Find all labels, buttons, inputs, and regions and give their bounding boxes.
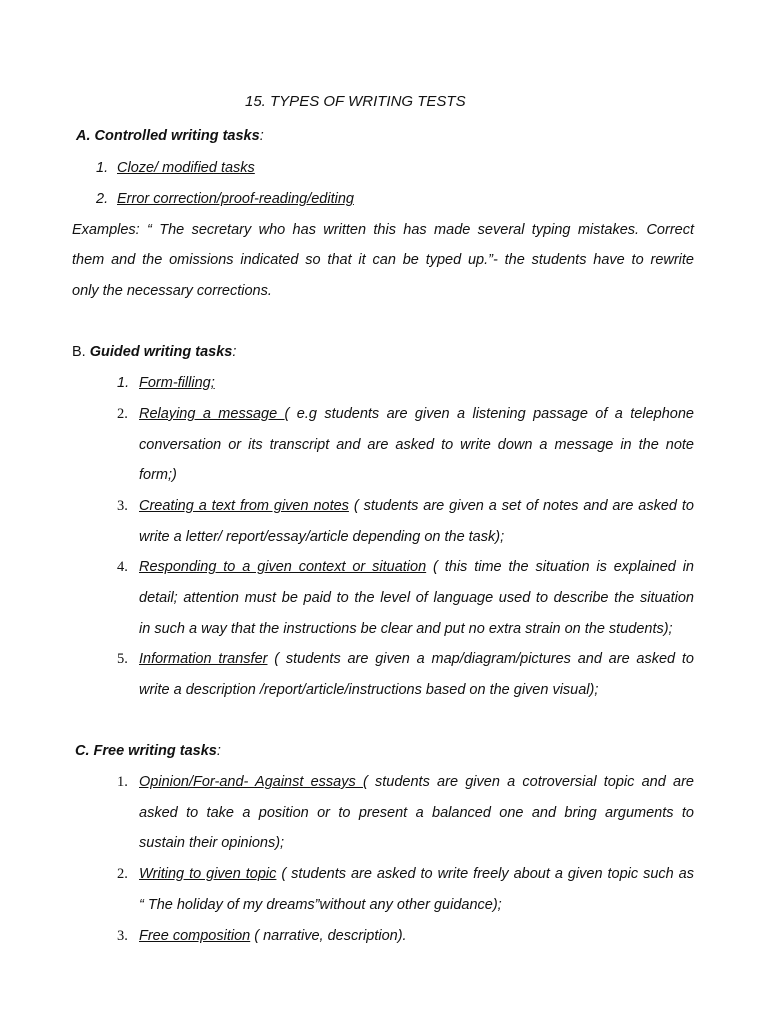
section-b-item-2: Relaying a message ( e.g students are given a listening passage of a telephone xyxy=(139,406,694,422)
section-c-item-2: Writing to given topic ( students are asked to write freely about a given topic such as xyxy=(139,866,694,882)
section-b-item-4-line-2: detail; attention must be paid to the level of language used to describe the situation xyxy=(139,590,694,606)
section-b-item-1-number: 1. xyxy=(117,375,130,391)
section-c-item-1-line-2: asked to take a position or to present a balanced one and bring arguments to xyxy=(139,805,694,821)
section-b-item-3-line-2: write a letter/ report/essay/article depending on the task); xyxy=(139,529,505,545)
page-title: 15. TYPES OF WRITING TESTS xyxy=(245,93,466,110)
section-b-item-3: Creating a text from given notes ( students are given a set of notes and are asked to xyxy=(139,498,694,514)
section-b-item-1: Form-filling; xyxy=(139,375,215,391)
examples-line-2: them and the omissions indicated so that it can be typed up.”- the students have to rewrite xyxy=(72,252,694,268)
section-c-item-3: Free composition ( narrative, description). xyxy=(139,928,407,944)
section-a-heading: A. Controlled writing tasks: xyxy=(76,128,264,144)
section-c-item-1-line-3: sustain their opinions); xyxy=(139,835,285,851)
section-b-item-4-number: 4. xyxy=(117,559,128,575)
section-b-item-2-line-2: conversation or its transcript and are asked to write down a message in the note xyxy=(139,437,694,453)
examples-line-1: Examples: “ The secretary who has written this has made several typing mistakes. Correct xyxy=(72,222,694,238)
section-b-item-4: Responding to a given context or situation ( this time the situation is explained in xyxy=(139,559,694,575)
section-b-item-2-line-3: form;) xyxy=(139,467,177,483)
section-a-item-1: Cloze/ modified tasks xyxy=(117,160,255,176)
section-c-item-1-number: 1. xyxy=(117,774,128,790)
section-c-item-2-number: 2. xyxy=(117,866,128,882)
section-c-item-3-number: 3. xyxy=(117,928,128,944)
section-b-item-5-number: 5. xyxy=(117,651,128,667)
section-a-item-2-number: 2. xyxy=(96,191,109,207)
section-b-heading: B. Guided writing tasks: xyxy=(72,344,237,360)
section-b-item-3-number: 3. xyxy=(117,498,128,514)
section-a-item-1-number: 1. xyxy=(96,160,109,176)
section-c-item-1: Opinion/For-and- Against essays ( students are given a cotroversial topic and are xyxy=(139,774,694,790)
section-c-heading: C. Free writing tasks: xyxy=(75,743,221,759)
examples-line-3: only the necessary corrections. xyxy=(72,283,272,299)
section-a-item-2: Error correction/proof-reading/editing xyxy=(117,191,354,207)
section-b-item-2-number: 2. xyxy=(117,406,128,422)
section-c-item-2-line-2: “ The holiday of my dreams”without any other guidance); xyxy=(139,897,502,913)
section-b-item-4-line-3: in such a way that the instructions be clear and put no extra strain on the students); xyxy=(139,621,673,637)
section-b-item-5: Information transfer ( students are given a map/diagram/pictures and are asked to xyxy=(139,651,694,667)
section-b-item-5-line-2: write a description /report/article/instructions based on the given visual); xyxy=(139,682,599,698)
